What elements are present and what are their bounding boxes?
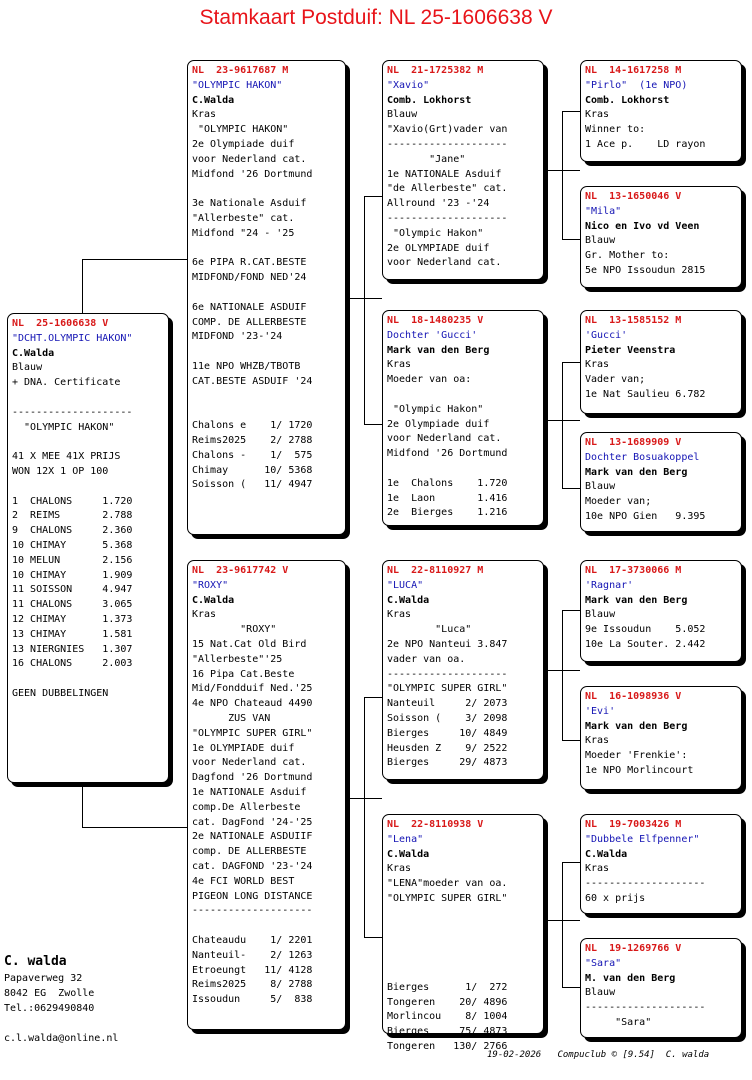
blank-line bbox=[192, 345, 341, 360]
card-text-line: 4e FCI WORLD BEST bbox=[192, 875, 295, 887]
connector-line bbox=[364, 196, 382, 197]
connector-line bbox=[82, 827, 187, 828]
pigeon-card-dam-dam-sire bbox=[580, 814, 742, 914]
ring-number: NL 14-1617258 M bbox=[585, 65, 682, 76]
card-text-line: 60 x prijs bbox=[585, 892, 646, 904]
card-text-line: 10 MELUN 2.156 bbox=[12, 554, 133, 566]
card-text-line: Moeder van oa: bbox=[387, 374, 472, 386]
blank-line bbox=[192, 390, 341, 405]
card-text-line: Tongeren 130/ 2766 bbox=[387, 1040, 508, 1052]
connector-line bbox=[82, 783, 83, 827]
card-text-line: "Jane" bbox=[387, 153, 466, 165]
connector-line bbox=[562, 610, 563, 740]
card-text-line: Kras bbox=[387, 609, 412, 621]
card-text-line: Midfond "24 - '25 bbox=[192, 227, 295, 239]
card-text-line: 9 CHALONS 2.360 bbox=[12, 525, 133, 537]
card-text-line: MIDFOND '23-'24 bbox=[192, 331, 283, 343]
ring-number: NL 17-3730066 M bbox=[585, 565, 682, 576]
card-text-line: comp. DE ALLERBESTE bbox=[192, 846, 307, 858]
blank-line bbox=[387, 966, 539, 981]
card-text-line: ZUS VAN bbox=[192, 712, 271, 724]
pigeon-name: "Dubbele Elfpenner" bbox=[585, 833, 700, 845]
pigeon-card-dam-dam-dam bbox=[580, 938, 742, 1038]
card-text-line: Soisson ( 3/ 2098 bbox=[387, 712, 508, 724]
connector-line bbox=[562, 987, 580, 988]
footer-credit: 19-02-2026 Compuclub © [9.54] C. walda bbox=[487, 1050, 710, 1060]
pigeon-name: 'Gucci' bbox=[585, 329, 628, 341]
card-text-line: Moeder van; bbox=[585, 496, 652, 508]
connector-line bbox=[562, 239, 580, 240]
card-text-line: 12 CHIMAY 1.373 bbox=[12, 613, 133, 625]
connector-line bbox=[82, 259, 187, 260]
card-text-line: cat. DagFond '24-'25 bbox=[192, 816, 313, 828]
blank-line bbox=[387, 922, 539, 937]
connector-line bbox=[562, 111, 580, 112]
connector-line bbox=[562, 488, 580, 489]
card-text-line: WON 12X 1 OP 100 bbox=[12, 465, 109, 477]
card-text-line: Chalons e 1/ 1720 bbox=[192, 420, 313, 432]
card-text-line: -------------------- bbox=[387, 138, 508, 150]
card-text-line: Comb. Lokhorst bbox=[387, 94, 472, 106]
card-text-line: Mark van den Berg bbox=[387, 344, 490, 356]
card-text-line: 15 Nat.Cat Old Bird bbox=[192, 638, 307, 650]
owner-spacer bbox=[4, 1016, 118, 1031]
card-text-line: "Xavio(Grt)vader van bbox=[387, 124, 508, 136]
card-text-line: voor Nederland cat. bbox=[387, 433, 502, 445]
pigeon-name: 'Ragnar' bbox=[585, 579, 634, 591]
card-text-line: + DNA. Certificate bbox=[12, 377, 121, 389]
card-text-line: "de Allerbeste" cat. bbox=[387, 183, 508, 195]
ring-number: NL 25-1606638 V bbox=[12, 318, 109, 329]
card-text-line: 1e NATIONALE Asduif bbox=[192, 786, 307, 798]
pigeon-card-sire-sire-sire bbox=[580, 60, 742, 162]
card-text-line: -------------------- bbox=[585, 878, 706, 890]
card-text-line: C.Walda bbox=[192, 94, 235, 106]
card-text-line: Blauw bbox=[387, 109, 418, 121]
blank-line bbox=[387, 462, 539, 477]
connector-line bbox=[82, 259, 83, 313]
pigeon-name: "ROXY" bbox=[192, 579, 229, 591]
pigeon-name: "Xavio" bbox=[387, 79, 430, 91]
card-text-line: Mid/Fondduif Ned.'25 bbox=[192, 683, 313, 695]
pigeon-card-sire-dam-sire bbox=[580, 310, 742, 414]
card-text-line: 2e OLYMPIADE duif bbox=[387, 242, 490, 254]
ring-number: NL 23-9617687 M bbox=[192, 65, 289, 76]
connector-line bbox=[562, 862, 580, 863]
card-text-line: 1e NATIONALE Asduif bbox=[387, 168, 502, 180]
blank-line bbox=[387, 951, 539, 966]
card-text-line: Vader van; bbox=[585, 374, 646, 386]
card-text-line: "Olympic Hakon" bbox=[387, 227, 484, 239]
card-text-line: Bierges 29/ 4873 bbox=[387, 757, 508, 769]
owner-name: C. walda bbox=[4, 954, 67, 969]
card-text-line: Chimay 10/ 5368 bbox=[192, 464, 313, 476]
card-text-line: Blauw bbox=[585, 481, 616, 493]
card-text-line: Kras bbox=[585, 109, 610, 121]
card-text-line: voor Nederland cat. bbox=[192, 153, 307, 165]
card-text-line: 2 REIMS 2.788 bbox=[12, 510, 133, 522]
card-text-line: 10 CHIMAY 5.368 bbox=[12, 539, 133, 551]
blank-line bbox=[192, 242, 341, 257]
owner-block bbox=[4, 953, 118, 1046]
card-text-line: "LENA"moeder van oa. bbox=[387, 878, 508, 890]
connector-line bbox=[364, 196, 365, 424]
pigeon-card-sire-dam-dam bbox=[580, 432, 742, 532]
card-text-line: Kras bbox=[192, 109, 217, 121]
connector-line bbox=[364, 424, 382, 425]
pigeon-card-main bbox=[7, 313, 169, 783]
card-text-line: Moeder 'Frenkie': bbox=[585, 750, 688, 762]
blank-line bbox=[387, 907, 539, 922]
pigeon-card-sire-sire bbox=[382, 60, 544, 280]
card-text-line: M. van den Berg bbox=[585, 972, 676, 984]
card-text-line: 41 X MEE 41X PRIJS bbox=[12, 451, 121, 463]
pigeon-card-sire bbox=[187, 60, 346, 535]
ring-number: NL 19-1269766 V bbox=[585, 943, 682, 954]
card-text-line: -------------------- bbox=[387, 668, 508, 680]
card-text-line: 1 Ace p. LD rayon bbox=[585, 138, 706, 150]
pigeon-name: "Sara" bbox=[585, 957, 622, 969]
ring-number: NL 22-8110938 V bbox=[387, 819, 484, 830]
owner-phone: Tel.:0629490840 bbox=[4, 1003, 95, 1014]
card-text-line: vader van oa. bbox=[387, 653, 466, 665]
card-text-line: Etroeungt 11/ 4128 bbox=[192, 964, 313, 976]
card-text-line: Blauw bbox=[585, 987, 616, 999]
pigeon-card-sire-sire-dam bbox=[580, 186, 742, 288]
card-text-line: Kras bbox=[387, 863, 412, 875]
connector-line bbox=[562, 740, 580, 741]
card-text-line: 11e NPO WHZB/TBOTB bbox=[192, 360, 301, 372]
ring-number: NL 19-7003426 M bbox=[585, 819, 682, 830]
card-text-line: Blauw bbox=[12, 362, 43, 374]
card-text-line: 1e OLYMPIADE duif bbox=[192, 742, 295, 754]
connector-line bbox=[364, 937, 382, 938]
card-text-line: "OLYMPIC SUPER GIRL" bbox=[387, 892, 508, 904]
card-text-line: GEEN DUBBELINGEN bbox=[12, 687, 109, 699]
connector-line bbox=[562, 362, 563, 488]
pigeon-name: Dochter Bosuakoppel bbox=[585, 451, 700, 463]
card-text-line: Chalons - 1/ 575 bbox=[192, 449, 313, 461]
card-text-line: C.Walda bbox=[192, 594, 235, 606]
card-text-line: Blauw bbox=[585, 235, 616, 247]
connector-line bbox=[562, 111, 563, 239]
card-text-line: 1e Chalons 1.720 bbox=[387, 477, 508, 489]
ring-number: NL 13-1585152 M bbox=[585, 315, 682, 326]
card-text-line: -------------------- bbox=[387, 212, 508, 224]
card-text-line: C.Walda bbox=[387, 848, 430, 860]
blank-line bbox=[12, 435, 164, 450]
blank-line bbox=[12, 480, 164, 495]
connector-line bbox=[562, 362, 580, 363]
card-text-line: Blauw bbox=[585, 609, 616, 621]
card-text-line: Kras bbox=[387, 359, 412, 371]
card-text-line: voor Nederland cat. bbox=[387, 257, 502, 269]
card-text-line: Nico en Ivo vd Veen bbox=[585, 220, 700, 232]
card-text-line: 16 CHALONS 2.003 bbox=[12, 658, 133, 670]
card-text-line: Allround '23 -'24 bbox=[387, 198, 490, 210]
card-text-line: 10 CHIMAY 1.909 bbox=[12, 569, 133, 581]
card-text-line: Mark van den Berg bbox=[585, 594, 688, 606]
card-text-line: 10e La Souter. 2.442 bbox=[585, 638, 706, 650]
card-text-line: "OLYMPIC SUPER GIRL" bbox=[387, 683, 508, 695]
blank-line bbox=[192, 286, 341, 301]
card-text-line: MIDFOND/FOND NED'24 bbox=[192, 272, 307, 284]
card-text-line: Kras bbox=[585, 863, 610, 875]
card-text-line: Midfond '26 Dortmund bbox=[387, 448, 508, 460]
blank-line bbox=[387, 388, 539, 403]
card-text-line: 1e Laon 1.416 bbox=[387, 492, 508, 504]
card-text-line: COMP. DE ALLERBESTE bbox=[192, 316, 307, 328]
card-text-line: Kras bbox=[585, 735, 610, 747]
card-text-line: 2e NPO Nanteui 3.847 bbox=[387, 638, 508, 650]
card-text-line: Kras bbox=[192, 609, 217, 621]
pigeon-card-dam bbox=[187, 560, 346, 1030]
card-text-line: 2e Olympiade duif bbox=[192, 138, 295, 150]
card-text-line: Kras bbox=[585, 359, 610, 371]
card-text-line: 5e NPO Issoudun 2815 bbox=[585, 264, 706, 276]
pigeon-name: 'Evi' bbox=[585, 705, 616, 717]
card-text-line: 1 CHALONS 1.720 bbox=[12, 495, 133, 507]
card-text-line: 6e PIPA R.CAT.BESTE bbox=[192, 257, 307, 269]
card-text-line: "Allerbeste"'25 bbox=[192, 653, 283, 665]
pigeon-name: "OLYMPIC HAKON" bbox=[192, 79, 283, 91]
card-text-line: Nanteuil 2/ 2073 bbox=[387, 698, 508, 710]
card-text-line: C.Walda bbox=[12, 347, 55, 359]
pigeon-name: "Lena" bbox=[387, 833, 424, 845]
pigeon-card-dam-sire-sire bbox=[580, 560, 742, 662]
card-text-line: 2e Olympiade duif bbox=[387, 418, 490, 430]
blank-line bbox=[192, 404, 341, 419]
pigeon-name: "LUCA" bbox=[387, 579, 424, 591]
connector-line bbox=[562, 862, 563, 987]
owner-street: Papaverweg 32 bbox=[4, 973, 83, 984]
card-text-line: "OLYMPIC HAKON" bbox=[192, 124, 289, 136]
card-text-line: 16 Pipa Cat.Beste bbox=[192, 668, 295, 680]
card-text-line: -------------------- bbox=[192, 905, 313, 917]
card-text-line: 1e Nat Saulieu 6.782 bbox=[585, 388, 706, 400]
blank-line bbox=[387, 936, 539, 951]
card-text-line: 4e NPO Chateaud 4490 bbox=[192, 698, 313, 710]
pigeon-card-dam-sire-dam bbox=[580, 686, 742, 790]
card-text-line: Mark van den Berg bbox=[585, 720, 688, 732]
pigeon-card-sire-dam bbox=[382, 310, 544, 526]
ring-number: NL 18-1480235 V bbox=[387, 315, 484, 326]
blank-line bbox=[12, 391, 164, 406]
card-text-line: 11 CHALONS 3.065 bbox=[12, 599, 133, 611]
card-text-line: -------------------- bbox=[12, 406, 133, 418]
card-text-line: "ROXY" bbox=[192, 624, 277, 636]
card-text-line: Gr. Mother to: bbox=[585, 250, 670, 262]
pigeon-name: "Pirlo" (1e NPO) bbox=[585, 79, 688, 91]
card-text-line: Midfond '26 Dortmund bbox=[192, 168, 313, 180]
card-text-line: 6e NATIONALE ASDUIF bbox=[192, 301, 307, 313]
owner-city: 8042 EG Zwolle bbox=[4, 988, 95, 999]
card-text-line: Bierges 1/ 272 bbox=[387, 981, 508, 993]
card-text-line: comp.De Allerbeste bbox=[192, 801, 301, 813]
card-text-line: "Sara" bbox=[585, 1016, 652, 1028]
ring-number: NL 16-1098936 V bbox=[585, 691, 682, 702]
ring-number: NL 23-9617742 V bbox=[192, 565, 289, 576]
card-text-line: "Luca" bbox=[387, 624, 472, 636]
card-text-line: PIGEON LONG DISTANCE bbox=[192, 890, 313, 902]
card-text-line: Morlincou 8/ 1004 bbox=[387, 1011, 508, 1023]
blank-line bbox=[12, 672, 164, 687]
card-text-line: Soisson ( 11/ 4947 bbox=[192, 479, 313, 491]
card-text-line: 1e NPO Morlincourt bbox=[585, 764, 694, 776]
card-text-line: voor Nederland cat. bbox=[192, 757, 307, 769]
connector-line bbox=[364, 697, 382, 698]
card-text-line: Bierges 10/ 4849 bbox=[387, 727, 508, 739]
card-text-line: Issoudun 5/ 838 bbox=[192, 994, 313, 1006]
card-text-line: Nanteuil- 2/ 1263 bbox=[192, 949, 313, 961]
card-text-line: Dagfond '26 Dortmund bbox=[192, 772, 313, 784]
owner-email: c.l.walda@online.nl bbox=[4, 1033, 119, 1044]
blank-line bbox=[192, 182, 341, 197]
blank-line bbox=[192, 919, 341, 934]
card-text-line: 2e NATIONALE ASDUIIF bbox=[192, 831, 313, 843]
card-text-line: 9e Issoudun 5.052 bbox=[585, 624, 706, 636]
card-text-line: Tongeren 20/ 4896 bbox=[387, 996, 508, 1008]
card-text-line: Winner to: bbox=[585, 124, 646, 136]
ring-number: NL 22-8110927 M bbox=[387, 565, 484, 576]
card-text-line: 3e Nationale Asduif bbox=[192, 198, 307, 210]
ring-number: NL 21-1725382 M bbox=[387, 65, 484, 76]
card-text-line: Comb. Lokhorst bbox=[585, 94, 670, 106]
card-text-line: 10e NPO Gien 9.395 bbox=[585, 510, 706, 522]
card-text-line: Chateaudu 1/ 2201 bbox=[192, 934, 313, 946]
card-text-line: "OLYMPIC SUPER GIRL" bbox=[192, 727, 313, 739]
card-text-line: Reims2025 8/ 2788 bbox=[192, 979, 313, 991]
card-text-line: Pieter Veenstra bbox=[585, 344, 676, 356]
connector-line bbox=[364, 697, 365, 937]
card-text-line: 2e Bierges 1.216 bbox=[387, 507, 508, 519]
card-text-line: Heusden Z 9/ 2522 bbox=[387, 742, 508, 754]
card-text-line: "Allerbeste" cat. bbox=[192, 212, 295, 224]
card-text-line: "OLYMPIC HAKON" bbox=[12, 421, 115, 433]
card-text-line: Reims2025 2/ 2788 bbox=[192, 434, 313, 446]
pigeon-name: "DCHT.OLYMPIC HAKON" bbox=[12, 332, 133, 344]
card-text-line: C.Walda bbox=[387, 594, 430, 606]
card-text-line: cat. DAGFOND '23-'24 bbox=[192, 860, 313, 872]
ring-number: NL 13-1650046 V bbox=[585, 191, 682, 202]
pigeon-name: "Mila" bbox=[585, 205, 622, 217]
card-text-line: -------------------- bbox=[585, 1002, 706, 1014]
card-text-line: CAT.BESTE ASDUIF '24 bbox=[192, 375, 313, 387]
ring-number: NL 13-1689909 V bbox=[585, 437, 682, 448]
pigeon-card-dam-sire bbox=[382, 560, 544, 780]
card-text-line: C.Walda bbox=[585, 848, 628, 860]
card-text-line: "Olympic Hakon" bbox=[387, 403, 484, 415]
pigeon-name: Dochter 'Gucci' bbox=[387, 329, 478, 341]
card-text-line: 11 SOISSON 4.947 bbox=[12, 584, 133, 596]
page-title: Stamkaart Postduif: NL 25-1606638 V bbox=[199, 6, 553, 29]
card-text-line: 13 NIERGNIES 1.307 bbox=[12, 643, 133, 655]
connector-line bbox=[562, 610, 580, 611]
card-text-line: 13 CHIMAY 1.581 bbox=[12, 628, 133, 640]
card-text-line: Mark van den Berg bbox=[585, 466, 688, 478]
card-text-line: Bierges 75/ 4873 bbox=[387, 1026, 508, 1038]
pigeon-card-dam-dam bbox=[382, 814, 544, 1052]
